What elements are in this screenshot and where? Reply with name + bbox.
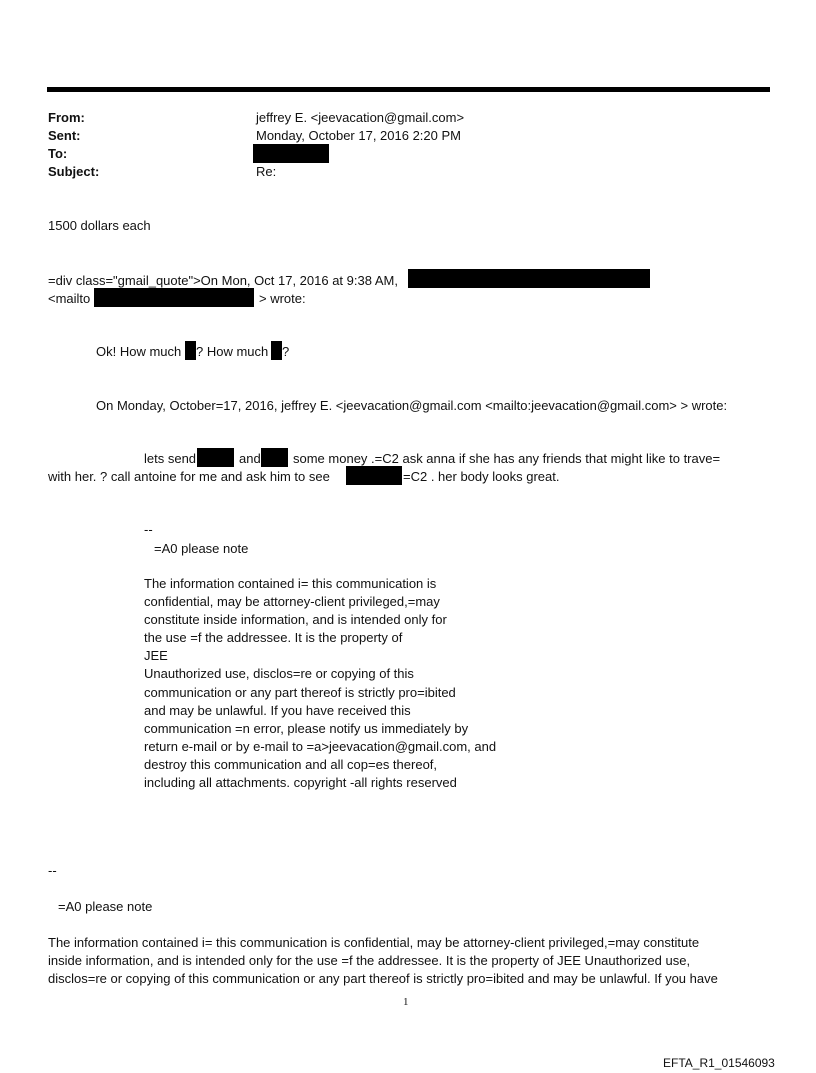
with-redaction: [346, 466, 402, 485]
sent-value: Monday, October 17, 2016 2:20 PM: [256, 128, 461, 143]
lets-send-b: and: [239, 451, 261, 466]
sig1-disclaimer: The information contained i= this communication is confidential, may be attorney-client privileged,=may constitute inside information, and is intended only for the use =f the addressee. It is the property of JEE Unauthorized use, disclos=re or copying of this communication or any part thereof is strictly pro=ibited and may be unlawful. If you have received this communication =n error, please notify us immediately by return e-mail or by e-mail to =a>jeevacation@gmail.com, and destroy this communication and all cop=es thereof, including all attachments. copyright -all rights reserved: [144, 576, 497, 791]
header-rule: [47, 87, 770, 92]
to-redaction: [253, 144, 329, 163]
subject-value: Re:: [256, 164, 277, 179]
sig2-dashes: --: [48, 863, 57, 878]
quote-mailto-redaction: [94, 288, 254, 307]
document-id: EFTA_R1_01546093: [663, 1056, 775, 1070]
page-number: 1: [403, 996, 409, 1008]
lets-redaction-2: [261, 448, 288, 467]
reply-ok-a: Ok! How much: [96, 344, 182, 359]
sig1-dashes: --: [144, 522, 153, 537]
with-her-a: with her. ? call antoine for me and ask him to see: [48, 469, 330, 484]
quote-mailto: <mailto: [48, 291, 91, 306]
on-monday-line: On Monday, October=17, 2016, jeffrey E. <jeevacation@gmail.com <mailto:jeevacation@gmail.com> > wrote:: [96, 398, 728, 413]
subject-label: Subject:: [48, 164, 100, 179]
lets-redaction-1: [197, 448, 234, 467]
sig2-note: =A0 please note: [58, 899, 153, 914]
with-her-b: =C2 . her body looks great.: [403, 469, 560, 484]
quote-sender-redaction: [408, 269, 650, 288]
lets-send-c: some money .=C2 ask anna if she has any friends that might like to trave=: [293, 451, 721, 466]
reply-redaction-1: [185, 341, 196, 360]
lets-send-a: lets send: [144, 451, 197, 466]
to-label: To:: [48, 146, 68, 161]
sent-label: Sent:: [48, 128, 81, 143]
reply-ok-c: ?: [282, 344, 290, 359]
from-value: jeffrey E. <jeevacation@gmail.com>: [256, 110, 465, 125]
reply-ok-b: ? How much: [196, 344, 269, 359]
quote-wrote: > wrote:: [259, 291, 306, 306]
body-first-line: 1500 dollars each: [48, 218, 151, 233]
from-label: From:: [48, 110, 85, 125]
quote-intro: =div class="gmail_quote">On Mon, Oct 17, 2016 at 9:38 AM,: [48, 273, 398, 288]
sig2-disclaimer: The information contained i= this communication is confidential, may be attorney-client privileged,=may constitute inside information, and is intended only for the use =f the addressee. It is the property of JEE Unauthorized use, disclos=re or copying of this communication or any part thereof is strictly pro=ibited and may be unlawful. If you have: [48, 935, 718, 987]
sig1-note: =A0 please note: [154, 541, 249, 556]
reply-redaction-2: [271, 341, 282, 360]
